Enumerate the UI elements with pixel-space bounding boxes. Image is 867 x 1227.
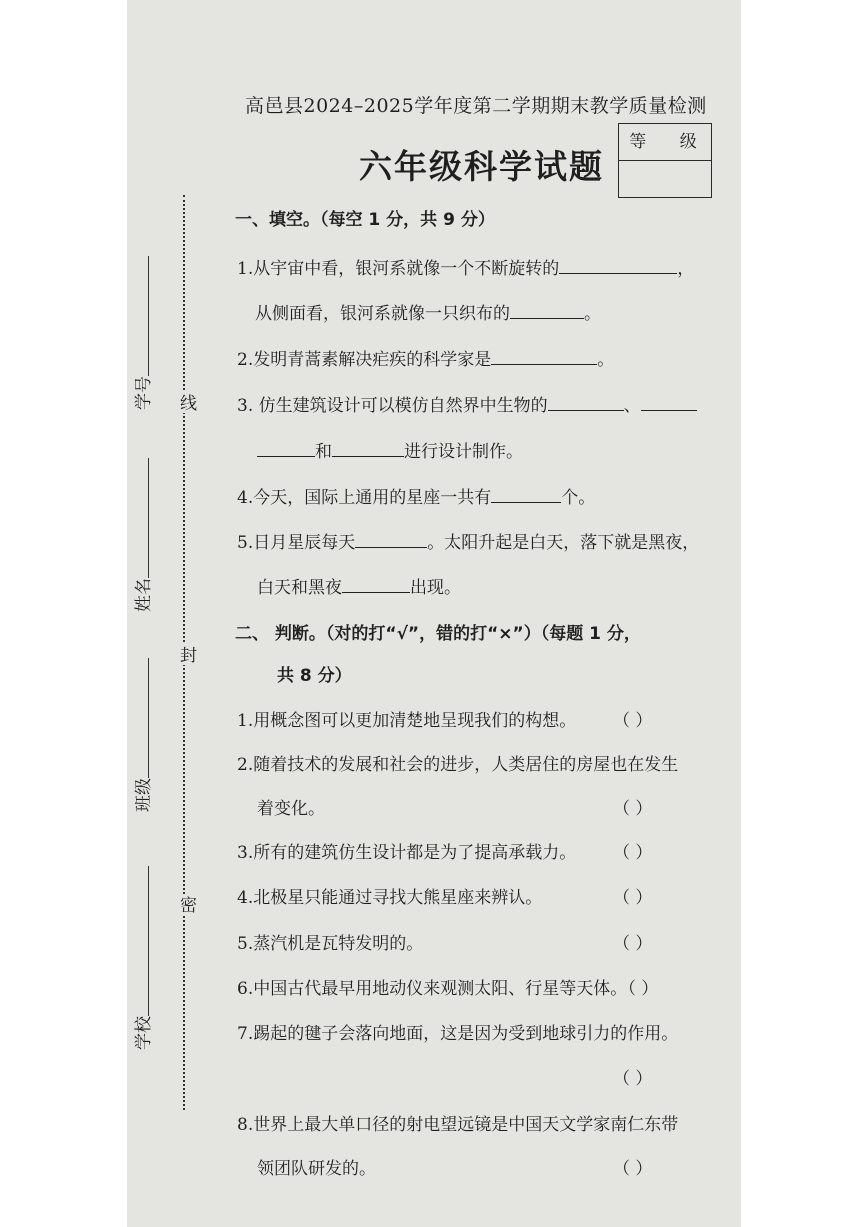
- s1-q2-blank[interactable]: [491, 346, 597, 365]
- exam-header-title: 高邑县2024–2025学年度第二学期期末教学质量检测: [245, 95, 707, 117]
- s2-q1: 1.用概念图可以更加清楚地呈现我们的构想。: [237, 711, 577, 731]
- s2-q4-answer[interactable]: （ ）: [613, 888, 653, 908]
- s2-q4: 4.北极星只能通过寻找大熊星座来辨认。: [237, 888, 543, 908]
- name-label: 姓名: [134, 578, 154, 612]
- section2-heading-line1: 二、 判断。（对的打“√”，错的打“×”）（每题 1 分，: [235, 624, 641, 644]
- class-field[interactable]: [129, 658, 154, 812]
- seal-char-mi: 密: [174, 894, 199, 915]
- s2-q1-answer[interactable]: （ ）: [613, 711, 653, 731]
- school-blank[interactable]: [134, 866, 149, 1016]
- class-blank[interactable]: [134, 658, 149, 778]
- s1-q5-blank2[interactable]: [342, 574, 410, 593]
- s2-q6: 6.中国古代最早用地动仪来观测太阳、行星等天体。: [237, 979, 628, 999]
- s2-q7-answer[interactable]: （ ）: [613, 1069, 653, 1089]
- s1-q3-blank2[interactable]: [641, 392, 697, 411]
- s1-q3-line2: 和 进行设计制作。: [257, 437, 523, 462]
- s1-q3-blank3[interactable]: [257, 438, 315, 457]
- section2-heading-line2: 共 8 分）: [277, 666, 352, 686]
- student-id-blank[interactable]: [134, 256, 149, 376]
- seal-char-feng: 封: [174, 644, 199, 665]
- grade-box: [618, 123, 712, 198]
- s1-q4-blank[interactable]: [491, 484, 561, 503]
- class-label: 班级: [134, 778, 154, 812]
- student-id-field[interactable]: [129, 256, 154, 410]
- student-id-label: 学号: [134, 376, 154, 410]
- s2-q8-line1: 8.世界上最大单口径的射电望远镜是中国天文学家南仁东带: [237, 1115, 679, 1135]
- subject-title: 六年级科学试题: [359, 147, 604, 186]
- s1-q3-blank4[interactable]: [332, 438, 404, 457]
- s2-q2-line2: 着变化。: [257, 799, 325, 819]
- s1-q3-line1: 3. 仿生建筑设计可以模仿自然界中生物的 、: [237, 391, 697, 416]
- school-label: 学校: [134, 1016, 154, 1050]
- s1-q5-blank1[interactable]: [355, 529, 427, 548]
- s2-q6-answer[interactable]: （ ）: [619, 979, 659, 999]
- s2-q5-answer[interactable]: （ ）: [613, 934, 653, 954]
- s1-q5-line1: 5.日月星辰每天 。太阳升起是白天，落下就是黑夜，: [237, 528, 699, 553]
- s1-q1-blank1[interactable]: [559, 255, 677, 274]
- s1-q1-blank2[interactable]: [510, 300, 584, 319]
- section1-heading: 一、填空。（每空 1 分，共 9 分）: [235, 210, 495, 230]
- exam-paper: [127, 0, 741, 1227]
- s2-q8-line2: 领团队研发的。: [257, 1159, 376, 1179]
- s1-q4: 4.今天，国际上通用的星座一共有 个。: [237, 483, 595, 508]
- s1-q1-line2: 从侧面看，银河系就像一只织布的 。: [255, 299, 601, 324]
- s1-q5-line2: 白天和黑夜 出现。: [257, 573, 461, 598]
- school-field[interactable]: [129, 866, 154, 1050]
- s2-q2-line1: 2.随着技术的发展和社会的进步，人类居住的房屋也在发生: [237, 755, 679, 775]
- s1-q1-line1: 1.从宇宙中看，银河系就像一个不断旋转的 ，: [237, 254, 694, 279]
- s2-q5: 5.蒸汽机是瓦特发明的。: [237, 934, 424, 954]
- name-field[interactable]: [129, 458, 154, 612]
- grade-box-label: 等 级: [619, 124, 711, 161]
- grade-box-entry[interactable]: [619, 161, 711, 196]
- s2-q8-answer[interactable]: （ ）: [613, 1159, 653, 1179]
- s1-q2: 2.发明青蒿素解决疟疾的科学家是 。: [237, 345, 614, 370]
- s2-q7: 7.踢起的毽子会落向地面，这是因为受到地球引力的作用。: [237, 1024, 679, 1044]
- seal-char-xian: 线: [174, 392, 199, 413]
- s2-q3: 3.所有的建筑仿生设计都是为了提高承载力。: [237, 843, 577, 863]
- name-blank[interactable]: [134, 458, 149, 578]
- s2-q2-answer[interactable]: （ ）: [613, 799, 653, 819]
- s1-q3-blank1[interactable]: [548, 392, 624, 411]
- s2-q3-answer[interactable]: （ ）: [613, 843, 653, 863]
